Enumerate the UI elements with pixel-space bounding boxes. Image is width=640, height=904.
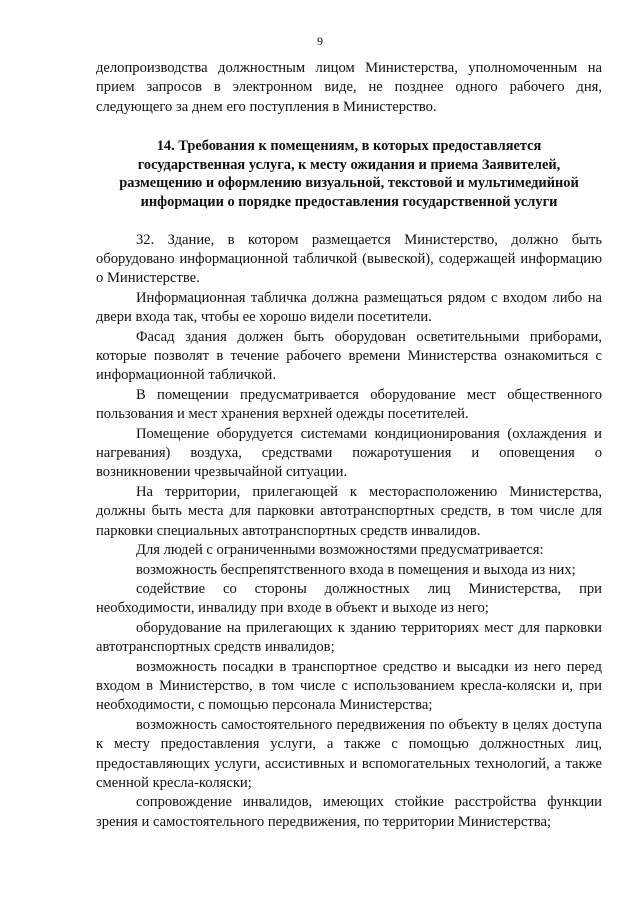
list-item: сопровождение инвалидов, имеющих стойкие расстройства функции зрения и самостоятельного передвижения, по территории Министерства; (96, 794, 602, 830)
section-heading (96, 137, 602, 211)
paragraph: Информационная табличка должна размещаться рядом с входом либо на двери входа так, чтобы ее хорошо видели посетители. (96, 289, 602, 326)
paragraph: На территории, прилегающей к месторасположению Министерства, должны быть места для парковки автотранспортных средств, в том числе для парковки специальных автотранспортных средств инвалидов. (96, 483, 602, 539)
section-heading-line: размещению и оформлению визуальной, текстовой и мультимедийной (119, 175, 579, 192)
section-heading-line: государственная услуга, к месту ожидания и приема Заявителей, (137, 156, 561, 173)
paragraph: 32. Здание, в котором размещается Министерство, должно быть оборудовано информационной табличкой (вывеской), содержащей информацию о Министерстве. (96, 231, 602, 287)
paragraph: В помещении предусматривается оборудование мест общественного пользования и мест хранения верхней одежды посетителей. (96, 386, 602, 423)
list-item: оборудование на прилегающих к зданию территориях мест для парковки автотранспортных средств инвалидов; (96, 619, 602, 656)
paragraph: Помещение оборудуется системами кондиционирования (охлаждения и нагревания) воздуха, средствами пожаротушения и оповещения о возникновении чрезвычайной ситуации. (96, 425, 602, 481)
list-item: возможность беспрепятственного входа в помещения и выхода из них; (136, 561, 576, 578)
list-item: возможность посадки в транспортное средство и высадки из него перед входом в Министерство, в том числе с использованием кресла-коляски и, при необходимости, с помощью персонала Министерства; (96, 658, 602, 714)
list-item: содействие со стороны должностных лиц Министерства, при необходимости, инвалиду при входе в объект и выходе из него; (96, 580, 602, 617)
page-number: 9 (317, 34, 323, 48)
section-heading-line: информации о порядке предоставления государственной услуги (140, 194, 558, 210)
intro-paragraph: делопроизводства должностным лицом Министерства, уполномоченным на прием запросов в электронном виде, не позднее одного рабочего дня, следующего за днем его поступления в Министерство. (96, 60, 602, 115)
list-item: возможность самостоятельного передвижения по объекту в целях доступа к месту предоставления услуги, а также с помощью должностных лиц, предоставляющих услуги, ассистивных и вспомогательных технологий, а также сменной кресла-коляски; (96, 716, 602, 791)
paragraph: Для людей с ограниченными возможностями предусматривается: (136, 542, 544, 559)
paragraph: Фасад здания должен быть оборудован осветительными приборами, которые позволят в течение рабочего времени Министерства ознакомиться с информационной табличкой. (96, 328, 602, 384)
section-heading-line: 14. Требования к помещениям, в которых предоставляется (156, 138, 542, 155)
document-body (96, 59, 602, 832)
